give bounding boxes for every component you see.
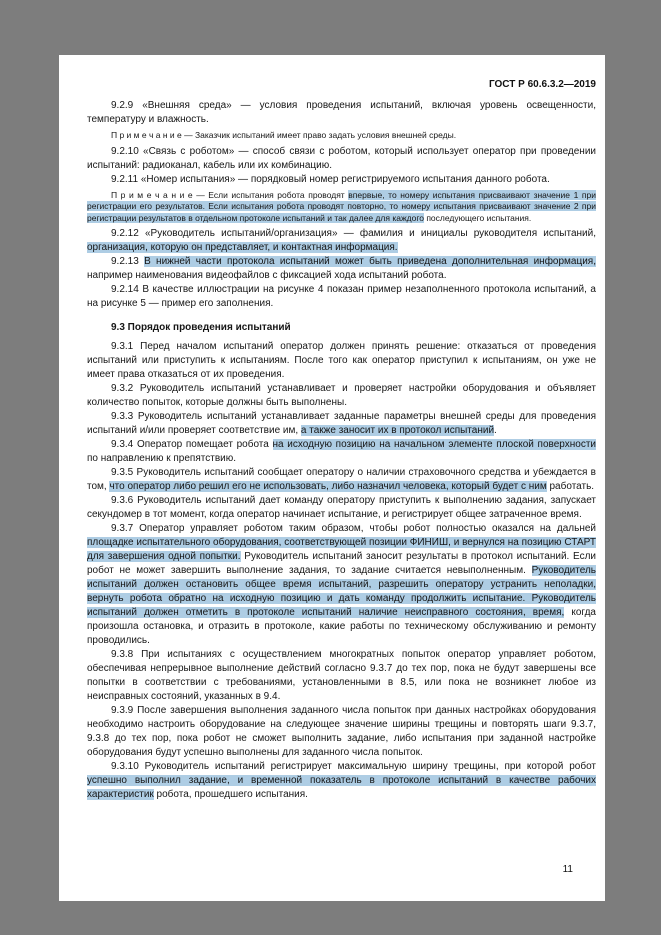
body-paragraph: 9.3.4 Оператор помещает робота на исходную позицию на начальном элементе плоской поверхности по направлению к препятствию. xyxy=(87,439,596,464)
standard-number-header: ГОСТ Р 60.6.3.2—2019 xyxy=(488,79,596,90)
text-highlight: на исходную позицию на начальном элементе плоской поверхности xyxy=(272,439,596,450)
body-paragraph: 9.2.11 «Номер испытания» — порядковый номер регистрируемого испытания данного робота. xyxy=(111,173,550,185)
document-page xyxy=(59,55,605,901)
text-highlight: организация, которую он представляет, и контактная информация. xyxy=(87,242,398,253)
note-paragraph: П р и м е ч а н и е — Если испытания робота проводят впервые, то номеру испытания присваивают значение 1 при регистрации его результатов. Если испытания робота проводят повторно, то номеру испытания присваивают значение 2 при регистрации результатов в отдельном протоколе испытаний и так далее для каждого последующего испытания. xyxy=(87,189,596,223)
body-paragraph: 9.3.7 Оператор управляет роботом таким образом, чтобы робот полностью оказался на дальней площадке испытательного оборудования, соответствующей позиции ФИНИШ, и вернулся на позицию СТАРТ для завершения одной попытки. Руководитель испытаний заносит результаты в протокол испытаний. Если робот не может завершить выполнение задания, то задание считается невыполненным. Руководитель испытаний должен остановить общее время испытаний, разрешить оператору устранить неполадки, вернуть робота обратно на исходную позицию и дать команду продолжить испытание. Руководитель испытаний должен отметить в протоколе испытаний наличие неисправного состояния, время, когда произошла остановка, и отразить в протоколе, какие работы по техническому обслуживанию и ремонту проводились. xyxy=(87,523,597,646)
body-paragraph: 9.2.13 В нижней части протокола испытаний может быть приведена дополнительная информация, например наименования видеофайлов с фиксацией хода испытаний робота. xyxy=(87,256,596,281)
body-paragraph: 9.3.1 Перед началом испытаний оператор должен принять решение: отказаться от проведения испытаний или приступить к испытаниям. После того как оператор приступил к испытаниям, он уже не имеет права отказаться от их проведения. xyxy=(87,341,596,380)
body-paragraph: 9.3.10 Руководитель испытаний регистрирует максимальную ширину трещины, при которой робот успешно выполнил задание, и временной показатель в протоколе испытаний в качестве рабочих характеристик робота, прошедшего испытания. xyxy=(87,761,596,800)
body-paragraph: 9.3.5 Руководитель испытаний сообщает оператору о наличии страховочного средства и убеждается в том, что оператор либо решил его не использовать, либо назначил человека, который будет с ним работать. xyxy=(87,467,596,492)
body-paragraph: 9.2.14 В качестве иллюстрации на рисунке 4 показан пример незаполненного протокола испытаний, а на рисунке 5 — пример его заполнения. xyxy=(87,284,596,309)
body-paragraph: 9.2.12 «Руководитель испытаний/организация» — фамилия и инициалы руководителя испытаний, организация, которую он представляет, и контактная информация. xyxy=(87,228,596,253)
body-paragraph: 9.3.6 Руководитель испытаний дает команду оператору приступить к выполнению задания, запускает секундомер в тот момент, когда оператор начинает испытание, и регистрирует общее затраченное время. xyxy=(87,495,596,520)
text-highlight: площадке испытательного оборудования, соответствующей позиции ФИНИШ, и вернулся на позицию СТАРТ для завершения одной попытки. xyxy=(87,537,596,562)
text-highlight: Руководитель испытаний должен остановить общее время испытаний, разрешить оператору устранить неполадки, вернуть робота обратно на исходную позицию и дать команду продолжить испытание. Руководитель испытаний должен отметить в протоколе испытаний наличие неисправного состояния, время, xyxy=(87,565,596,618)
text-highlight: успешно выполнил задание, и временной показатель в протоколе испытаний в качестве рабочих характеристик xyxy=(87,775,596,800)
text-highlight: что оператор либо решил его не использовать, либо назначил человека, который будет с ним xyxy=(109,481,547,492)
text-highlight: В нижней части протокола испытаний может быть приведена дополнительная информация, xyxy=(144,256,596,267)
body-paragraph: 9.2.9 «Внешняя среда» — условия проведения испытаний, включая уровень освещенности, температуру и влажность. xyxy=(87,100,596,125)
note-paragraph: П р и м е ч а н и е — Заказчик испытаний имеет право задать условия внешней среды. xyxy=(111,130,457,140)
body-paragraph: 9.3.3 Руководитель испытаний устанавливает заданные параметры внешней среды для проведения испытаний и/или проверяет соответствие им, а также заносит их в протокол испытаний. xyxy=(87,411,596,436)
body-paragraph: 9.3.9 После завершения выполнения заданного числа попыток при данных настройках оборудования необходимо настроить оборудование на следующее значение ширины трещины и повторять шаги 9.3.7, 9.3.8 до тех пор, пока робот не сможет выполнить задание, либо испытания при заданной настройке оборудования будут успешно выполнены для заданного числа попыток. xyxy=(87,705,596,758)
page-number: 11 xyxy=(562,864,573,875)
body-paragraph: 9.2.10 «Связь с роботом» — способ связи с роботом, который использует оператор при проведении испытаний: радиоканал, кабель или их комбинацию. xyxy=(87,145,596,171)
body-paragraph: 9.3.8 При испытаниях с осуществлением многократных попыток оператор управляет роботом, обеспечивая непрерывное выполнение действий согласно 9.3.7 до тех пор, пока не будут завершены все попытки в соответствии с требованиями, установленными в 8.5, или пока не возникнет любое из неисправных состояний, указанных в 9.4. xyxy=(87,649,596,702)
document-body xyxy=(87,99,596,802)
section-heading: 9.3 Порядок проведения испытаний xyxy=(111,322,291,333)
text-highlight: впервые, то номеру испытания присваивают значение 1 при регистрации его результатов. Если испытания робота проводят повторно, то номеру испытания присваивают значение 2 при регистрации результатов в отдельном протоколе испытаний и так далее для каждого xyxy=(87,189,596,223)
body-paragraph: 9.3.2 Руководитель испытаний устанавливает и проверяет настройки оборудования и объявляет количество попыток, которые должны быть выполнены. xyxy=(87,383,596,408)
text-highlight: а также заносит их в протокол испытаний xyxy=(300,425,495,436)
